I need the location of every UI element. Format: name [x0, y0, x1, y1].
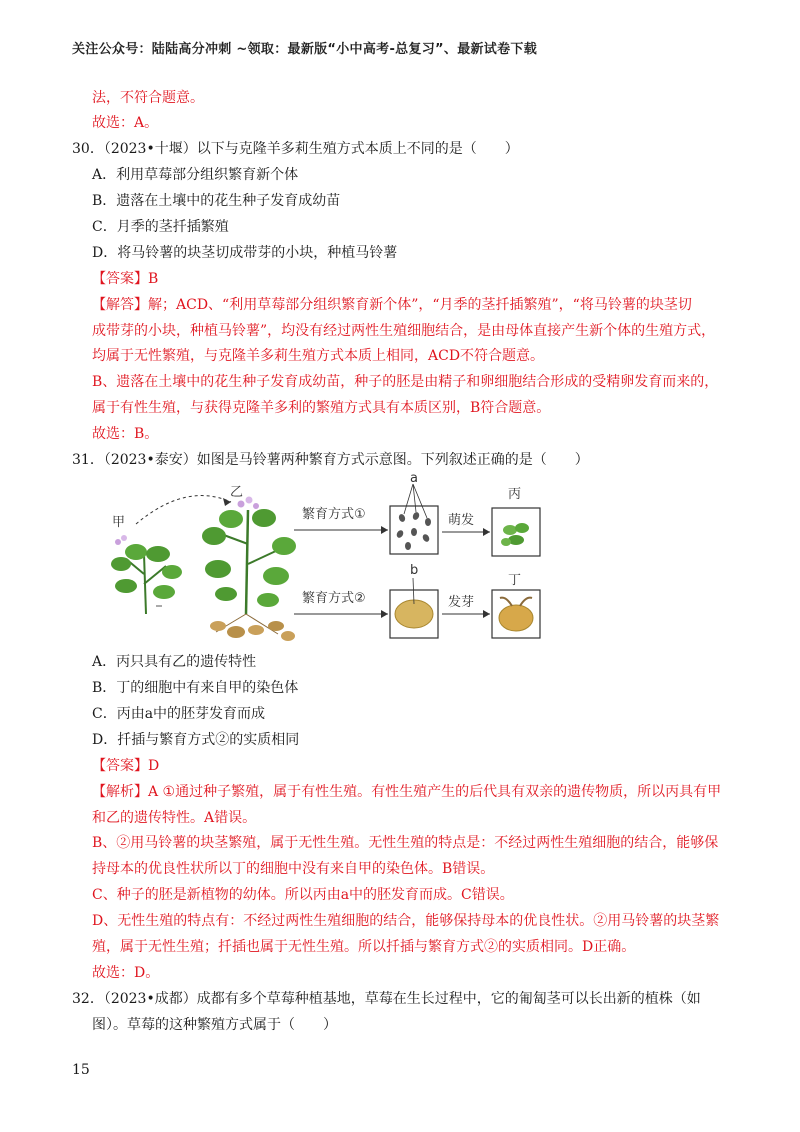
label-sprout-2: 发芽 — [448, 595, 475, 610]
q31-option-c: C．丙由a中的胚芽发育而成 — [92, 706, 266, 722]
label-sprout-1: 萌发 — [448, 513, 475, 528]
label-jia: 甲 — [112, 515, 126, 530]
potato-tuber-illustration — [395, 600, 433, 628]
q31-analysis-line-2: 和乙的遗传特性。A错误。 — [92, 810, 257, 826]
label-ding: 丁 — [508, 573, 522, 588]
potato-propagation-figure — [96, 474, 556, 646]
label-b: b — [410, 563, 419, 578]
q30-stem: 30．（2023•十堰）以下与克隆羊多莉生殖方式本质上不同的是（ ） — [72, 141, 519, 157]
label-method-1: 繁育方式① — [302, 507, 366, 522]
label-bing: 丙 — [508, 487, 522, 502]
label-yi: 乙 — [230, 485, 244, 500]
q30-analysis-line-4: B、遗落在土壤中的花生种子发育成幼苗，种子的胚是由精子和卵细胞结合形成的受精卵发育而来的， — [92, 374, 719, 390]
q30-option-b: B．遗落在土壤中的花生种子发育成幼苗 — [92, 193, 341, 209]
q31-analysis-line-6: D、无性生殖的特点有：不经过两性生殖细胞的结合，能够保持母本的优良性状。②用马铃薯的块茎繁 — [92, 913, 720, 929]
prev-choose: 故选：A。 — [92, 115, 159, 131]
q31-analysis-line-4: 持母本的优良性状所以丁的细胞中没有来自甲的染色体。B错误。 — [92, 861, 495, 877]
q30-analysis-line-3: 均属于无性繁殖，与克隆羊多莉生殖方式本质上相同，ACD不符合题意。 — [92, 348, 545, 364]
pollination-arrow — [136, 496, 231, 524]
q31-analysis-line-7: 殖，属于无性生殖；扦插也属于无性生殖。所以扦插与繁育方式②的实质相同。D正确。 — [92, 939, 636, 955]
q30-answer: 【答案】B — [92, 271, 159, 287]
q32-stem-line-2: 图）。草莓的这种繁殖方式属于（ ） — [92, 1017, 337, 1033]
q31-analysis-line-1: 【解析】A ①通过种子繁殖，属于有性生殖。有性生殖产生的后代具有双亲的遗传物质，所以丙具有甲 — [92, 784, 722, 800]
q32-stem-line-1: 32．（2023•成都）成都有多个草莓种植基地，草莓在生长过程中，它的匍匐茎可以长出新的植株（如 — [72, 991, 701, 1007]
q30-option-d: D．将马铃薯的块茎切成带芽的小块，种植马铃薯 — [92, 245, 398, 261]
q30-option-c: C．月季的茎扦插繁殖 — [92, 219, 229, 235]
q31-choose: 故选：D。 — [92, 965, 160, 981]
prev-analysis-tail: 法，不符合题意。 — [92, 90, 204, 106]
q30-analysis-line-2: 成带芽的小块，种植马铃薯”，均没有经过两性生殖细胞结合，是由母体直接产生新个体的生殖方式， — [92, 323, 716, 339]
plant-yi-illustration — [202, 497, 296, 642]
q31-analysis-line-5: C、种子的胚是新植物的幼体。所以丙由a中的胚发育而成。C错误。 — [92, 887, 514, 903]
label-a: a — [410, 474, 418, 486]
plant-jia-illustration — [111, 535, 182, 614]
q31-stem: 31．（2023•泰安）如图是马铃薯两种繁育方式示意图。下列叙述正确的是（ ） — [72, 452, 589, 468]
q31-option-d: D．扦插与繁育方式②的实质相同 — [92, 732, 300, 748]
q30-analysis-line-1: 【解答】解；ACD、“利用草莓部分组织繁育新个体”，“月季的茎扦插繁殖”，“将马铃薯的块茎切 — [92, 297, 692, 313]
q31-option-a: A．丙只具有乙的遗传特性 — [92, 654, 257, 670]
label-method-2: 繁育方式② — [302, 591, 366, 606]
q30-option-a: A．利用草莓部分组织繁育新个体 — [92, 167, 299, 183]
q31-option-b: B．丁的细胞中有来自甲的染色体 — [92, 680, 299, 696]
q30-choose: 故选：B。 — [92, 426, 159, 442]
q30-analysis-line-5: 属于有性生殖，与获得克隆羊多利的繁殖方式具有本质区别，B符合题意。 — [92, 400, 551, 416]
q31-answer: 【答案】D — [92, 758, 160, 774]
page-header: 关注公众号：陆陆高分冲刺 ~领取：最新版“小中高考-总复习”、最新试卷下载 — [72, 42, 538, 57]
q31-analysis-line-3: B、②用马铃薯的块茎繁殖，属于无性生殖。无性生殖的特点是：不经过两性生殖细胞的结合，能够保 — [92, 835, 719, 851]
page-number: 15 — [72, 1062, 90, 1078]
